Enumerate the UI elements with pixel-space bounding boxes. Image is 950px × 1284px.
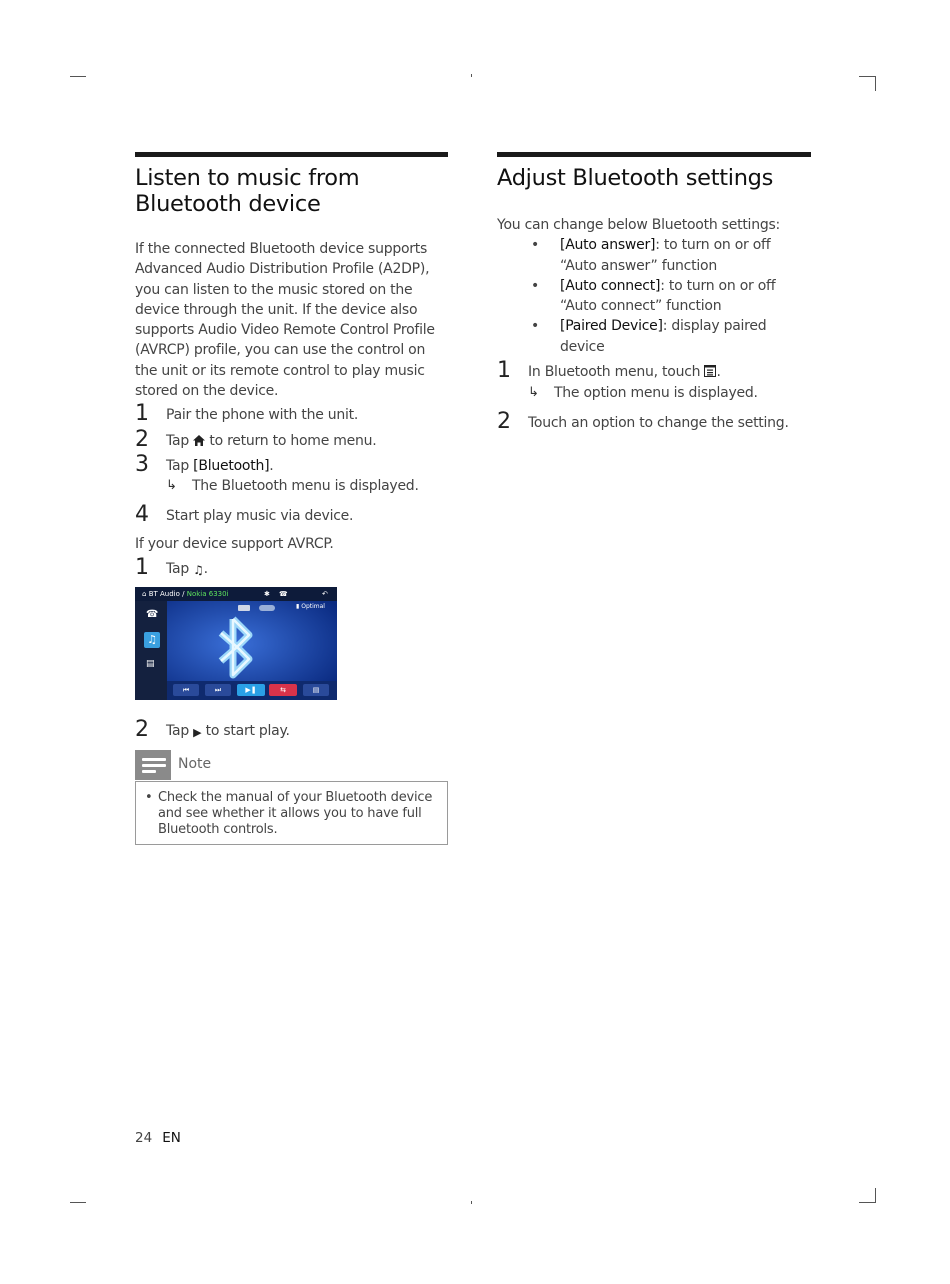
- step-3: [135, 452, 448, 478]
- list-text: “Auto connect” function: [560, 298, 722, 315]
- screenshot-sidebar: [135, 601, 167, 700]
- music-note-icon: ♫: [144, 632, 160, 648]
- step-text: .: [269, 458, 274, 475]
- step-4: [135, 502, 448, 534]
- crop-mark: [471, 1201, 472, 1204]
- keyword: [Auto answer]: [560, 237, 656, 254]
- step-result: [528, 383, 811, 413]
- crop-mark: [875, 76, 876, 91]
- music-note-icon: ♫: [193, 563, 204, 578]
- step-2: [135, 427, 448, 456]
- note-block: [135, 750, 448, 845]
- step-2: [497, 409, 811, 435]
- step-text: Tap: [166, 723, 194, 740]
- note-text: Check the manual of your Bluetooth device and see whether it allows you to have full Bluetooth controls.: [158, 790, 433, 838]
- phone-icon: ☎: [146, 609, 159, 621]
- home-icon: [193, 432, 205, 452]
- title-line: Bluetooth device: [135, 191, 321, 217]
- section-title: [135, 165, 448, 217]
- crop-mark: [471, 74, 472, 77]
- right-column: [497, 152, 811, 433]
- step-1: [135, 401, 448, 431]
- bullet-icon: •: [531, 277, 540, 294]
- list-item: [497, 235, 811, 276]
- crop-mark: [70, 1202, 86, 1203]
- play-pause-button: ▶❚: [237, 684, 265, 696]
- option-menu-icon: [704, 363, 716, 383]
- step-text: Pair the phone with the unit.: [166, 407, 359, 424]
- bluetooth-icon: ✱: [264, 590, 270, 599]
- crop-mark: [70, 76, 86, 77]
- menu-button: ▤: [303, 684, 329, 696]
- list-item: [497, 276, 811, 317]
- title-line: Listen to music from: [135, 165, 360, 191]
- result-arrow-icon: ↳: [166, 478, 177, 494]
- intro-paragraph: If the connected Bluetooth device supports Advanced Audio Distribution Profile (A2DP), you can listen to the music stored on the device through the unit. If the device also supports Audio Video Remote Control Profile (AVRCP) profile, you can use the control on the unit or its remote control to play music stored on the device.: [135, 241, 435, 400]
- step-text: .: [203, 561, 208, 578]
- page-number: 24: [135, 1130, 153, 1146]
- bullet-icon: •: [531, 237, 540, 254]
- step-text: Tap: [166, 433, 194, 450]
- keyword: [Bluetooth]: [193, 458, 270, 475]
- result-arrow-icon: ↳: [528, 385, 539, 401]
- note-title: Note: [178, 756, 212, 773]
- settings-list: [497, 235, 811, 357]
- step-number: 4: [135, 502, 149, 528]
- avrcp-step-1: [135, 555, 448, 587]
- step-result: [166, 476, 448, 506]
- result-text: The Bluetooth menu is displayed.: [192, 478, 419, 495]
- step-number: 2: [497, 409, 511, 435]
- list-item: [497, 316, 811, 357]
- screenshot-badge: [238, 605, 250, 611]
- disconnect-button: ⇆: [269, 684, 297, 696]
- phone-icon: ☎: [279, 590, 288, 599]
- home-icon: ⌂: [142, 590, 147, 599]
- left-column: [135, 152, 448, 845]
- list-text: : to turn on or off: [655, 237, 771, 254]
- language-code: EN: [162, 1130, 181, 1146]
- step-text: to return to home menu.: [205, 433, 377, 450]
- step-number: 1: [135, 401, 149, 427]
- list-text: “Auto answer” function: [560, 257, 717, 274]
- step-text: .: [716, 364, 721, 381]
- back-icon: ↶: [322, 590, 328, 599]
- prev-button: ⏮: [173, 684, 199, 696]
- page-footer: [135, 1130, 181, 1146]
- note-icon: [135, 750, 171, 780]
- screenshot-badge: [259, 605, 275, 611]
- crop-mark: [859, 1202, 875, 1203]
- step-text: Start play music via device.: [166, 508, 354, 525]
- intro-paragraph: You can change below Bluetooth settings:: [497, 217, 780, 233]
- result-text: The option menu is displayed.: [554, 385, 758, 402]
- step-1: [497, 358, 811, 384]
- step-text: In Bluetooth menu, touch: [528, 364, 705, 381]
- step-text: to start play.: [201, 723, 290, 740]
- section-rule: [135, 152, 448, 157]
- step-number: 2: [135, 427, 149, 453]
- next-button: ⏭: [205, 684, 231, 696]
- book-icon: ▤: [146, 659, 155, 670]
- bullet-icon: •: [531, 318, 540, 335]
- list-text: : display paired: [662, 318, 767, 335]
- step-text: Touch an option to change the setting.: [528, 415, 789, 432]
- avrcp-step-2: [135, 717, 448, 747]
- note-box: [135, 781, 448, 845]
- section-title: Adjust Bluetooth settings: [497, 165, 774, 191]
- note-header: [135, 750, 448, 780]
- step-number: 1: [135, 555, 149, 581]
- bt-audio-screenshot: [135, 587, 337, 700]
- eq-label: Optimal: [301, 603, 325, 611]
- screenshot-eq: [296, 603, 325, 610]
- bullet-icon: •: [145, 790, 153, 806]
- section-rule: [497, 152, 811, 157]
- keyword: [Paired Device]: [560, 318, 663, 335]
- step-text: Tap: [166, 458, 194, 475]
- eq-icon: ▮: [296, 603, 300, 611]
- screenshot-wrapper: [135, 587, 448, 700]
- crop-mark: [875, 1188, 876, 1203]
- step-number: 1: [497, 358, 511, 384]
- avrcp-intro: If your device support AVRCP.: [135, 536, 334, 553]
- list-text: device: [560, 338, 605, 355]
- step-text: Tap: [166, 561, 194, 578]
- step-number: 3: [135, 452, 149, 478]
- crop-mark: [859, 76, 875, 77]
- keyword: [Auto connect]: [560, 277, 661, 294]
- screenshot-title: BT Audio /: [148, 590, 185, 599]
- step-number: 2: [135, 717, 149, 743]
- list-text: : to turn on or off: [660, 277, 776, 294]
- screenshot-controls: [167, 681, 337, 700]
- play-icon: ▶: [193, 726, 202, 740]
- screenshot-topbar: [135, 587, 337, 601]
- screenshot-device: Nokia 6330i: [186, 590, 229, 599]
